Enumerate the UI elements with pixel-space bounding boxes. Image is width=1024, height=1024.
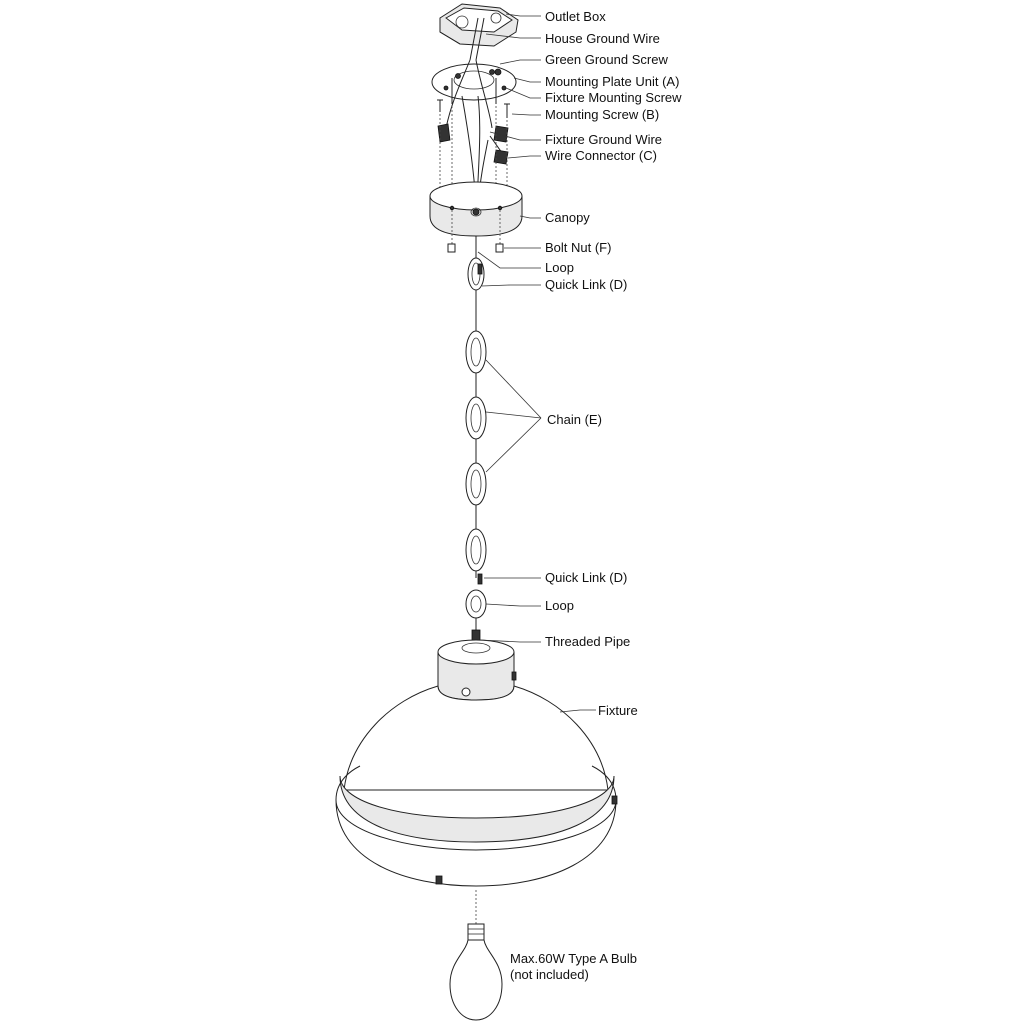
- label-bolt-nut: Bolt Nut (F): [545, 240, 612, 255]
- label-outlet-box: Outlet Box: [545, 9, 606, 24]
- label-house-ground-wire: House Ground Wire: [545, 31, 660, 46]
- label-quick-link-top: Quick Link (D): [545, 277, 628, 292]
- label-loop-bottom: Loop: [545, 598, 574, 613]
- label-quick-link-bottom: Quick Link (D): [545, 570, 628, 585]
- label-mounting-plate-unit: Mounting Plate Unit (A): [545, 74, 680, 89]
- label-fixture: Fixture: [598, 703, 638, 718]
- label-fixture-mounting-screw: Fixture Mounting Screw: [545, 90, 682, 105]
- fixture-drawing: [336, 640, 617, 886]
- canopy-drawing: [430, 182, 522, 244]
- label-bulb-line1: Max.60W Type A Bulb: [510, 951, 637, 966]
- outlet-box-drawing: [440, 4, 518, 60]
- bulb-drawing: [450, 890, 502, 1020]
- label-mounting-screw: Mounting Screw (B): [545, 107, 660, 122]
- label-green-ground-screw: Green Ground Screw: [545, 52, 668, 67]
- mounting-plate-drawing: [432, 64, 516, 118]
- label-canopy: Canopy: [545, 210, 590, 225]
- label-chain: Chain (E): [547, 412, 602, 427]
- chain-drawing: [466, 236, 486, 630]
- label-fixture-ground-wire: Fixture Ground Wire: [545, 132, 663, 147]
- label-loop-top: Loop: [545, 260, 574, 275]
- label-threaded-pipe: Threaded Pipe: [545, 634, 631, 649]
- label-bulb-line2: (not included): [510, 967, 589, 982]
- label-wire-connector: Wire Connector (C): [545, 148, 657, 163]
